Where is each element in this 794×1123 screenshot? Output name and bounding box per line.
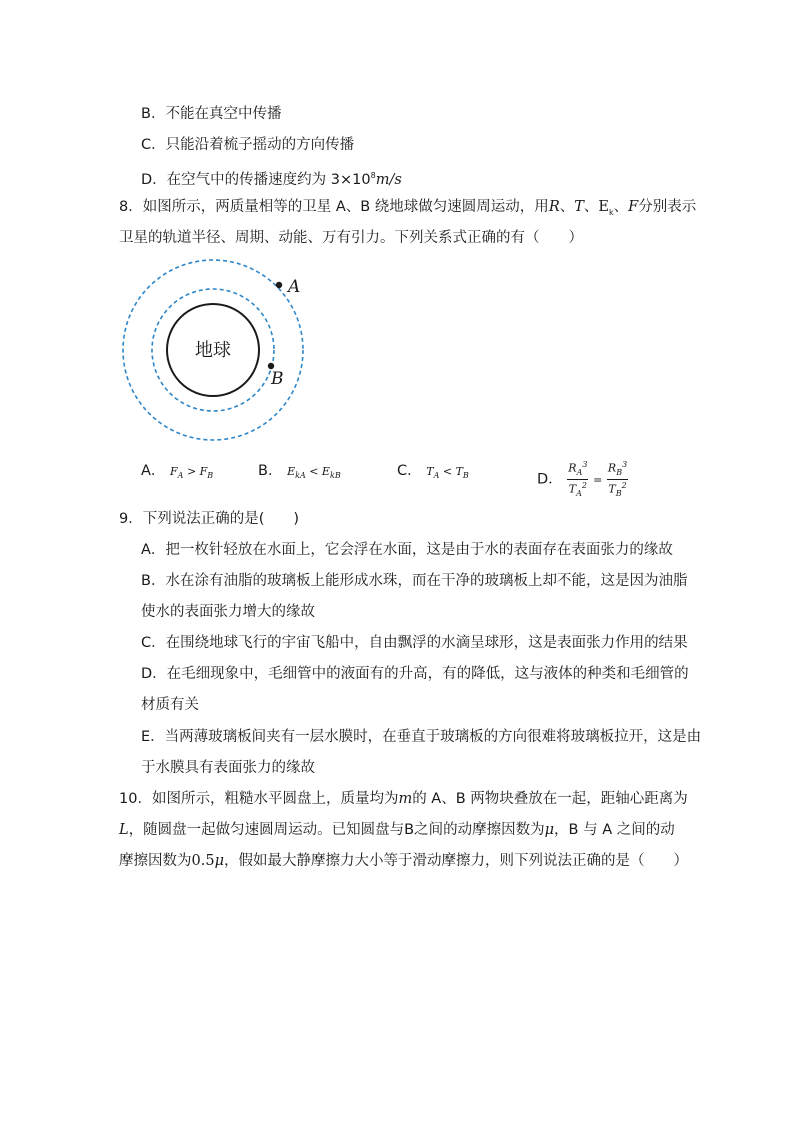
q10-symbol-mu: μ — [544, 822, 555, 838]
q8-symbol-k: k — [609, 207, 614, 217]
q9-option-d-line1: D．在毛细现象中，毛细管中的液面有的升高，有的降低，这与液体的种类和毛细管的 — [141, 666, 689, 682]
q10-text-a: 10．如图所示，粗糙水平圆盘上，质量均为 — [119, 791, 399, 807]
satellite-a-label: A — [288, 277, 301, 297]
q10-line3 — [119, 851, 688, 871]
q10-text-c: ，随圆盘一起做匀速圆周运动。已知圆盘与B之间的动摩擦因数为 — [128, 822, 545, 838]
q10-symbol-mu-2: μ — [214, 853, 224, 869]
q7-option-c: C．只能沿着梳子摇动的方向传播 — [141, 137, 355, 153]
q10-text-e: 摩擦因数为 — [119, 853, 192, 869]
q8-symbol-f: F — [628, 199, 639, 215]
q7-option-d-unit: m/s — [375, 171, 402, 188]
q8-option-a — [141, 461, 213, 486]
q9-option-a: A．把一枚针轻放在水面上，它会浮在水面，这是由于水的表面存在表面张力的缘故 — [141, 542, 673, 558]
q9-option-c: C．在围绕地球飞行的宇宙飞船中，自由飘浮的水滴呈球形，这是表面张力作用的结果 — [141, 635, 688, 651]
q8-option-b-label: B． — [258, 463, 283, 479]
q8-option-d — [537, 459, 628, 500]
q8-symbol-ek — [598, 199, 613, 215]
q7-option-d — [141, 166, 402, 190]
earth-label: 地球 — [195, 340, 231, 361]
q10-line2 — [119, 820, 675, 840]
q8-stem-text-a: 8．如图所示，两质量相等的卫星 A、B 绕地球做匀速圆周运动，用 — [119, 199, 549, 215]
q10-coefficient: 0.5 — [191, 853, 215, 869]
satellite-b-label: B — [271, 369, 284, 389]
q10-symbol-l: L — [119, 822, 129, 838]
q8-option-d-frac-right: $\frac{R_B^3}{T_B^2}$ — [607, 460, 628, 498]
q9-option-b-line1: B．水在涂有油脂的玻璃板上能形成水珠，而在干净的玻璃板上却不能，这是因为油脂 — [141, 573, 688, 589]
q10-text-b: 的 A、B 两物块叠放在一起，距轴心距离为 — [412, 791, 688, 807]
satellite-a-dot — [276, 282, 282, 288]
q10-text-f: ，假如最大静摩擦力大小等于滑动摩擦力，则下列说法正确的是（ ） — [224, 853, 688, 869]
q8-option-b-formula: $E_{kA} < E_{kB}$ — [287, 465, 341, 481]
q7-option-d-text: D．在空气中的传播速度约为 3×10 — [141, 171, 371, 188]
q8-option-a-formula: $F_A > F_B$ — [170, 465, 214, 481]
q9-option-b-line2: 使水的表面张力增大的缘故 — [141, 604, 315, 620]
q8-stem-line1: 8．如图所示，两质量相等的卫星 A、B 绕地球做匀速圆周运动，用R、T、$E_k$、F分别表示 — [119, 199, 697, 217]
q9-option-e-line2: 于水膜具有表面张力的缘故 — [141, 760, 315, 776]
q10-line1 — [119, 789, 688, 809]
q9-option-d-line2: 材质有关 — [141, 697, 199, 713]
q8-option-c-label: C． — [397, 463, 422, 479]
q8-stem-line2: 卫星的轨道半径、周期、动能、万有引力。下列关系式正确的有（ ） — [119, 230, 583, 246]
q8-stem-text-b: 分别表示 — [638, 199, 697, 215]
q10-text-d: ，B 与 A 之间的动 — [554, 822, 675, 838]
q8-option-d-equals: = — [593, 473, 603, 487]
q8-option-d-label: D． — [537, 471, 563, 488]
orbit-diagram — [120, 252, 320, 448]
q8-option-a-label: A． — [141, 463, 166, 479]
q10-symbol-m: m — [398, 791, 413, 807]
q8-symbol-t: T — [574, 199, 584, 215]
q8-option-c-formula: $T_A < T_B$ — [426, 465, 469, 481]
q8-option-b — [258, 461, 341, 486]
q8-option-c — [397, 461, 469, 486]
q8-option-d-frac-left: $\frac{R_A^3}{T_A^2}$ — [568, 460, 588, 498]
q7-option-b: B．不能在真空中传播 — [141, 106, 282, 122]
q9-option-e-line1: E．当两薄玻璃板间夹有一层水膜时，在垂直于玻璃板的方向很难将玻璃板拉开，这是由 — [141, 729, 702, 745]
q8-symbol-r: R — [548, 199, 560, 215]
q8-symbol-e: E — [598, 199, 609, 215]
q7-option-d-exponent: 8 — [370, 171, 376, 180]
q9-stem: 9．下列说法正确的是( ) — [119, 511, 300, 527]
